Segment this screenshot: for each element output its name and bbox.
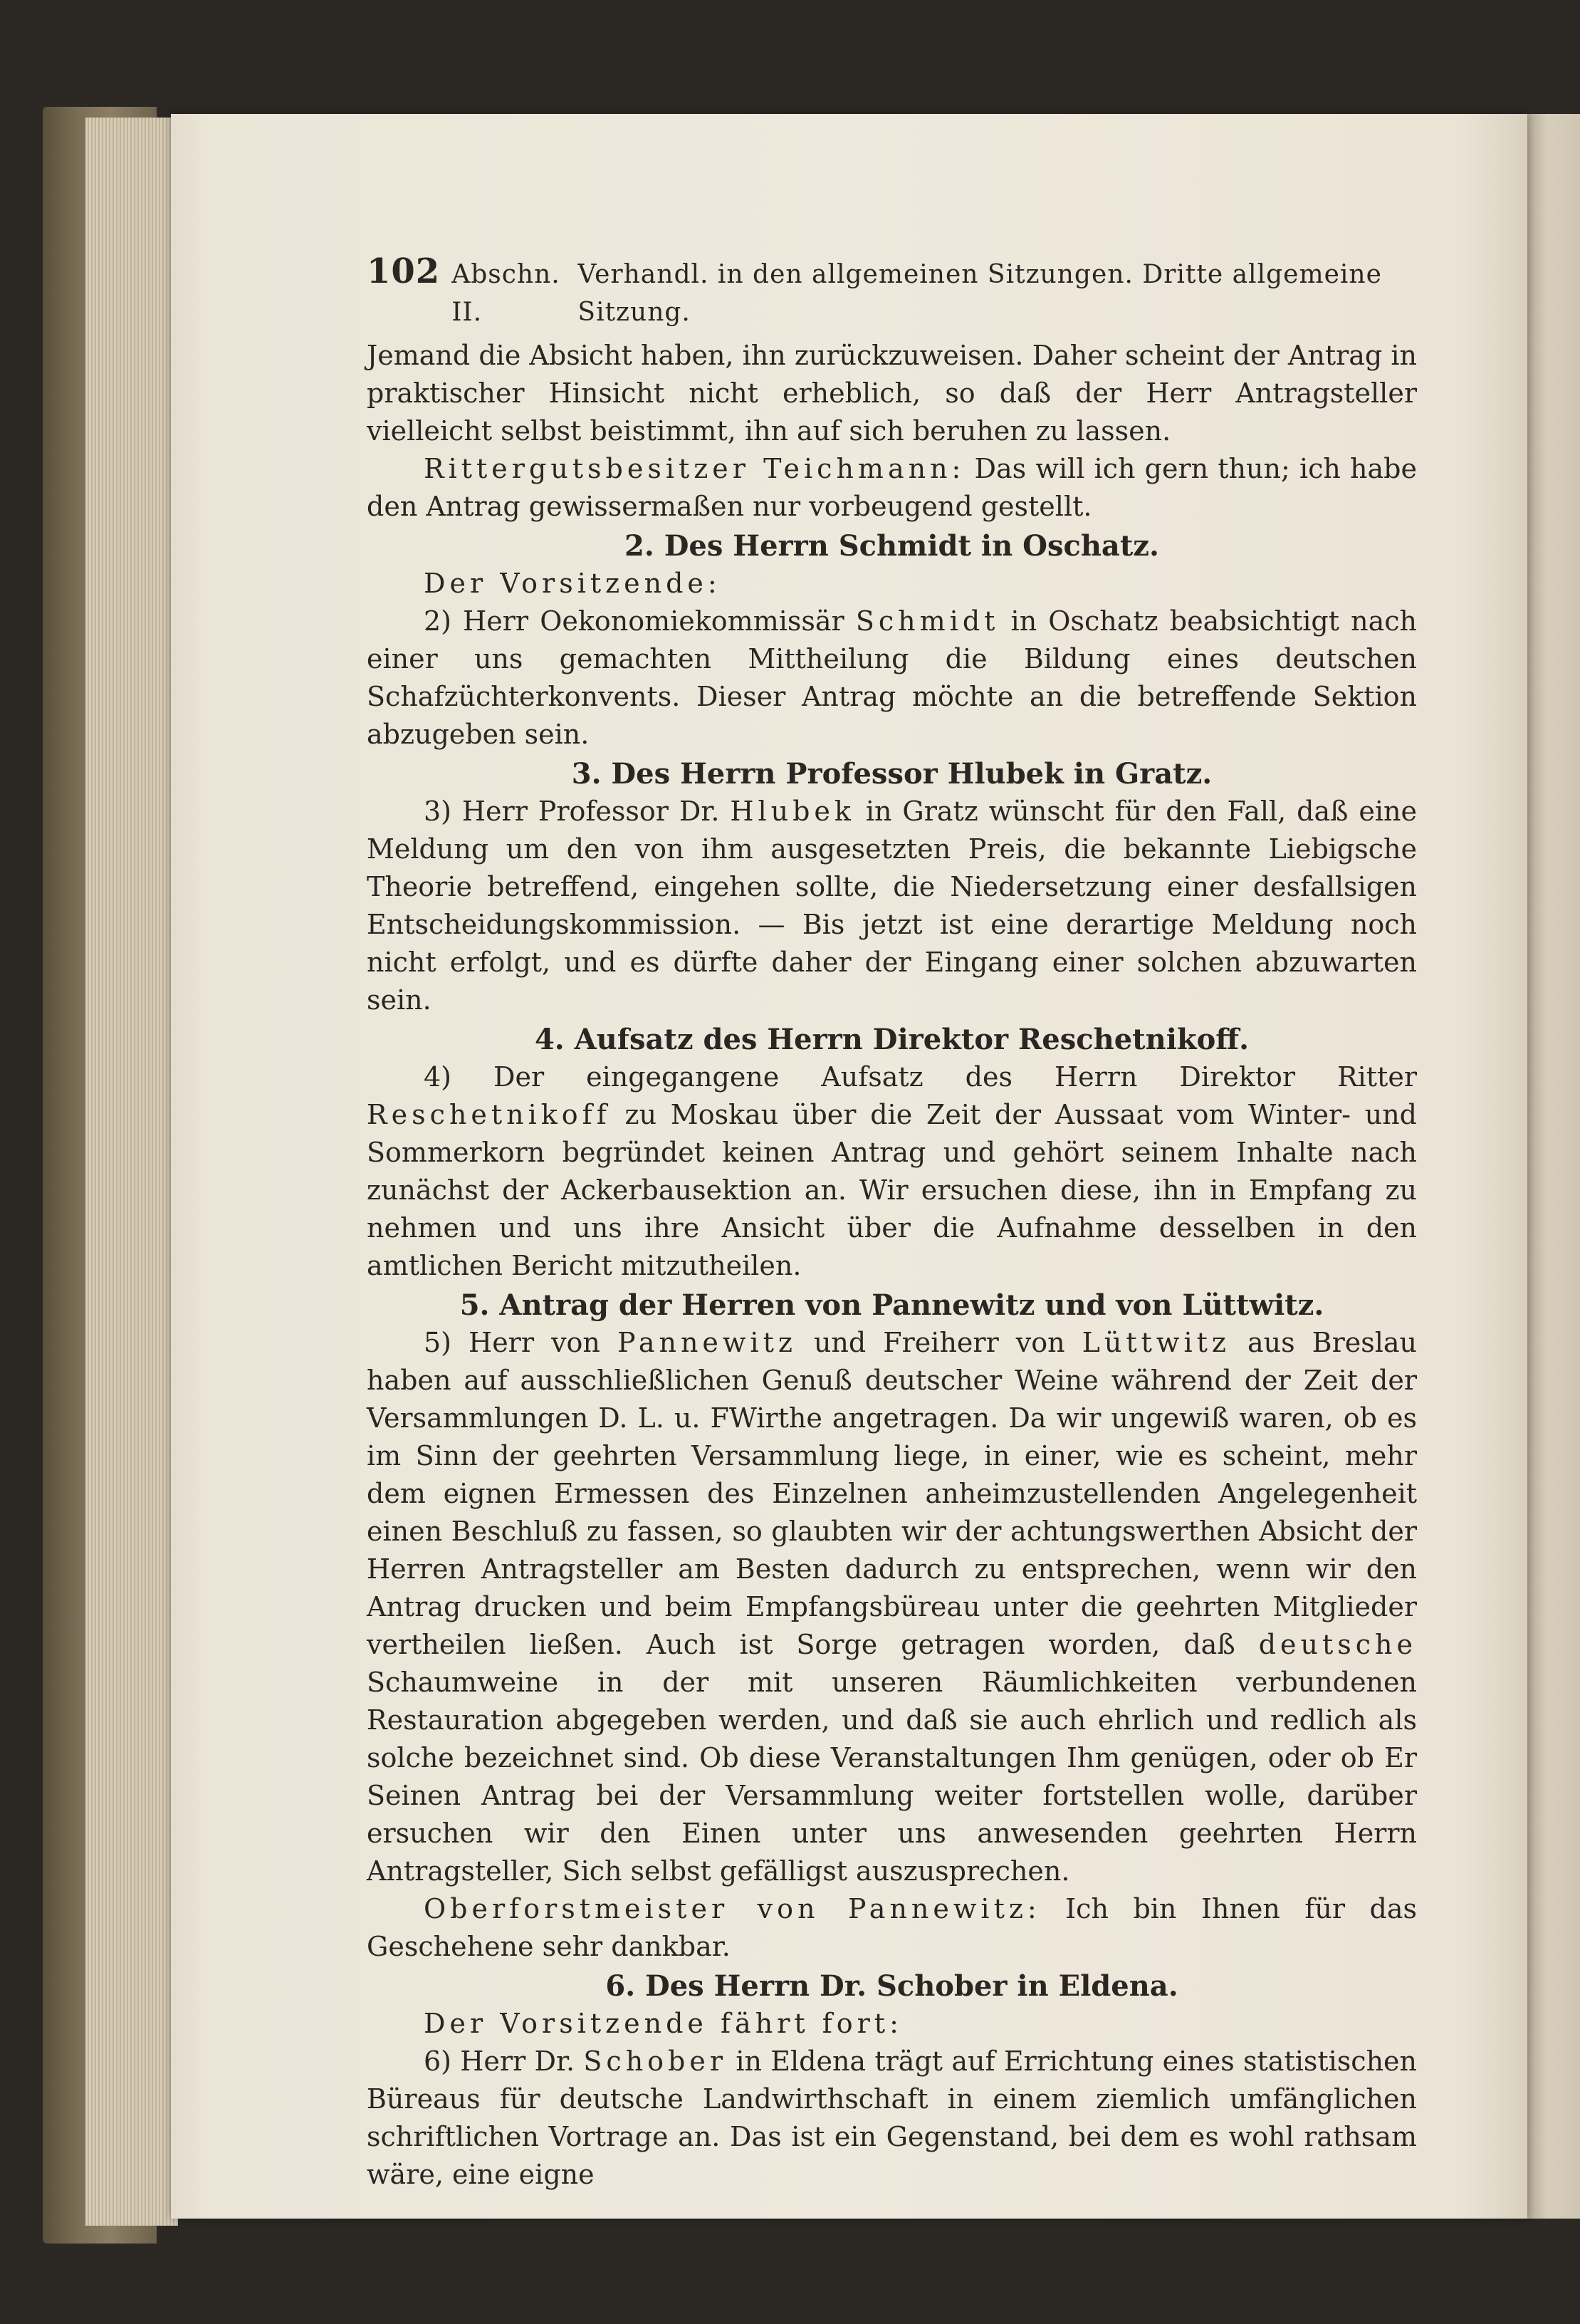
person-name: Schober	[583, 2046, 728, 2077]
speaker-name: Oberforstmeister von Pannewitz:	[424, 1893, 1041, 1924]
section-heading: 4. Aufsatz des Herrn Direktor Reschetnikoff.	[534, 1023, 1250, 1056]
person-name: Lüttwitz	[1082, 1327, 1230, 1358]
speaker-name: Rittergutsbesitzer Teichmann:	[424, 453, 966, 484]
page-stack-edge	[85, 118, 178, 2226]
text-run: in Gratz wünscht für den Fall, daß eine Meldung um den von ihm ausgesetzten Preis, die bekannte Liebigsche Theorie betreffend, eingehen sollte, die Niedersetzung einer desfallsigen Entscheidungskommission. — Bis jetzt ist eine derartige Meldung noch nicht erfolgt, und es dürfte daher der Eingang einer solchen abzuwarten sein.	[367, 796, 1417, 1016]
text-run: 3) Herr Professor Dr.	[424, 796, 731, 827]
text-run: Schaumweine in der mit unseren Räumlichkeiten verbundenen Restauration abgegeben werden, und daß sie auch ehrlich und redlich als solche bezeichnet sind. Ob diese Veranstaltungen Ihm genügen, oder ob Er Seinen Antrag bei der Versammlung weiter fortstellen wolle, darüber ersuchen wir den Einen unter uns anwesenden geehrten Herrn Antragsteller, Sich selbst gefälligst auszusprechen.	[367, 1667, 1417, 1887]
paragraph	[367, 603, 1417, 754]
page-text	[367, 253, 1417, 2194]
speech-text: Das will ich gern thun; ich habe den Antrag gewissermaßen nur vorbeugend gestellt.	[367, 453, 1417, 522]
section-heading: 2. Des Herrn Schmidt in Oschatz.	[624, 529, 1159, 563]
section-label: Abschn. II.	[451, 260, 560, 327]
text-run: in Oschatz beabsichtigt nach einer uns gemachten Mittheilung die Bildung eines deutschen Schafzüchterkonvents. Dieser Antrag möchte an die betreffende Sektion abzugeben sein.	[367, 605, 1417, 750]
page-number: 102	[367, 251, 441, 291]
paragraph	[367, 1324, 1417, 1890]
paragraph	[367, 1058, 1417, 1285]
text-run: in Eldena trägt auf Errichtung eines statistischen Büreaus für deutsche Landwirthschaft in einem ziemlich umfänglichen schriftlichen Vortrage an. Das ist ein Gegenstand, bei dem es wohl rathsam wäre, eine eigne	[367, 2046, 1418, 2190]
section-heading: 3. Des Herrn Professor Hlubek in Gratz.	[571, 757, 1213, 791]
section-heading: 5. Antrag der Herren von Pannewitz und von Lüttwitz.	[459, 1288, 1324, 1322]
text-run: 2) Herr Oekonomiekommissär	[424, 605, 856, 637]
facing-page-edge	[1527, 114, 1580, 2219]
text-run: 6) Herr Dr.	[424, 2046, 584, 2077]
text-run: zu Moskau über die Zeit der Aussaat vom Winter- und Sommerkorn begründet keinen Antrag und gehört seinem Inhalte nach zunächst der Ackerbausektion an. Wir ersuchen diese, ihn in Empfang zu nehmen und uns ihre Ansicht über die Aufnahme desselben in den amtlichen Bericht mitzutheilen.	[367, 1099, 1417, 1281]
paragraph	[367, 2043, 1417, 2194]
paragraph	[367, 1890, 1417, 1966]
text-run: aus Breslau haben auf ausschließlichen Genuß deutscher Weine während der Zeit der Versammlungen D. L. u. FWirthe angetragen. Da wir ungewiß waren, ob es im Sinn der geehrten Versammlung liege, in einer, wie es scheint, mehr dem eignen Ermessen des Einzelnen anheimzustellenden Angelegenheit einen Beschluß zu fassen, so glaubten wir der achtungswerthen Absicht der Herren Antragsteller am Besten dadurch zu entsprechen, wenn wir den Antrag drucken und beim Empfangsbüreau unter die geehrten Mitglieder vertheilen ließen. Auch ist Sorge getragen worden, daß	[367, 1327, 1418, 1660]
paragraph	[367, 793, 1417, 1019]
text-run: und Freiherr von	[796, 1327, 1082, 1358]
running-title: Verhandl. in den allgemeinen Sitzungen. Dritte allgemeine Sitzung.	[577, 260, 1382, 327]
speaker-label: Der Vorsitzende fährt fort:	[424, 2008, 903, 2039]
paragraph: Jemand die Absicht haben, ihn zurückzuweisen. Daher scheint der Antrag in praktischer Hinsicht nicht erheblich, so daß der Herr Antragsteller vielleicht selbst beistimmt, ihn auf sich beruhen zu lassen.	[367, 340, 1417, 447]
person-name: Pannewitz	[617, 1327, 797, 1358]
speaker-label: Der Vorsitzende:	[424, 568, 721, 599]
person-name: Schmidt	[855, 605, 1000, 637]
section-heading: 6. Des Herrn Dr. Schober in Eldena.	[605, 1969, 1178, 2003]
paragraph	[367, 450, 1417, 526]
running-header	[367, 253, 1417, 331]
text-run: 4) Der eingegangene Aufsatz des Herrn Direktor Ritter	[424, 1061, 1417, 1093]
speech-text: Ich bin Ihnen für das Geschehene sehr dankbar.	[367, 1893, 1417, 1962]
person-name: Hlubek	[730, 796, 855, 827]
person-name: Reschetnikoff	[367, 1099, 611, 1130]
text-run: 5) Herr von	[424, 1327, 617, 1358]
emphasis: deutsche	[1258, 1629, 1417, 1660]
